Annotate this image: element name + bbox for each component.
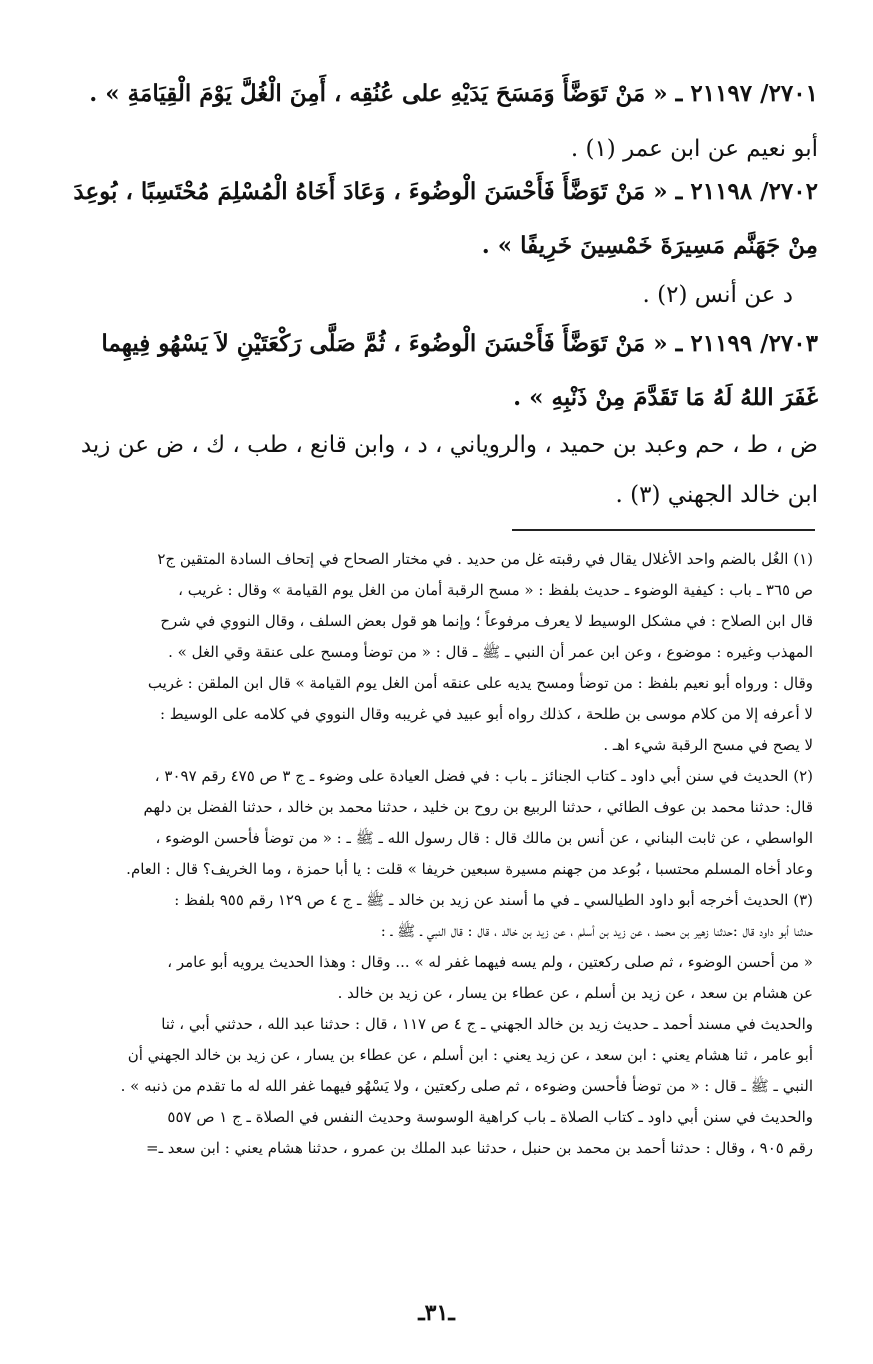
- hadith-2702-line-2: مِنْ جَهَنَّم مَسِيرَةَ خَمْسِينَ خَرِيفًا » .: [481, 232, 818, 259]
- footnote-line: (٢) الحديث في سنن أبي داود ـ كتاب الجنائز ـ باب : في فضل العيادة على وضوء ـ ج ٣ ص ٤٧٥ رقم ٣٠٩٧ ،: [154, 767, 813, 785]
- footnote-line: حدثنا أبو داود قال :حدثنا زهير بن محمد ، عن زيد بن أسلم ، عن زيد بن خالد ، قال : قال النبي ـ ﷺ ـ :: [380, 922, 813, 940]
- hadith-2703-line-1: ٢٧٠٣/ ٢١١٩٩ ـ « مَنْ تَوَضَّأَ فَأَحْسَنَ الْوضُوءَ ، ثُمَّ صَلَّى رَكْعَتَيْنِ لاَ يَسْهُو فِيهِما: [101, 330, 818, 357]
- hadith-2703-source-2: ابن خالد الجهني (٣) .: [615, 482, 818, 508]
- footnote-line: النبي ـ ﷺ ـ قال : « من توضأ فأحسن وضوءه ، ثم صلى ركعتين ، ولا يَسْهُو فيهما غفر الله له ما تقدم من ذنبه » .: [120, 1077, 813, 1095]
- footnote-line: (١) الغُل بالضم واحد الأغلال يقال في رقبته غل من حديد . في مختار الصحاح في إتحاف السادة المتقين ج٢: [157, 550, 813, 568]
- footnote-line: « من أحسن الوضوء ، ثم صلى ركعتين ، ولم يسه فيهما غفر له » ... وقال : وهذا الحديث يرويه أبو عامر ،: [167, 953, 813, 971]
- footnote-line: قال: حدثنا محمد بن عوف الطائي ، حدثنا الربيع بن روح بن خليد ، حدثنا محمد بن خالد ، حدثنا الفضل بن دلهم: [143, 798, 813, 816]
- footnote-line: لا يصح في مسح الرقبة شيء اهـ .: [603, 736, 813, 754]
- footnote-line: المهذب وغيره : موضوع ، وعن ابن عمر أن النبي ـ ﷺ ـ قال : « من توضأ ومسح على عنقة وقي الغل » .: [168, 643, 813, 661]
- footnote-line: وقال : ورواه أبو نعيم بلفظ : من توضأ ومسح يديه على عنقه أمن الغل يوم القيامة » قال ابن الملقن : غريب: [147, 674, 813, 692]
- footnote-line: رقم ٩٠٥ ، وقال : حدثنا أحمد بن محمد بن حنبل ، حدثنا عبد الملك بن عمرو ، حدثنا هشام يعني : ابن سعد ـ=: [146, 1139, 813, 1157]
- hadith-2703-source-1: ض ، ط ، حم وعبد بن حميد ، والروياني ، د ، وابن قانع ، طب ، ك ، ض عن زيد: [80, 432, 818, 458]
- footnote-line: الواسطي ، عن ثابت البناني ، عن أنس بن مالك قال : قال رسول الله ـ ﷺ ـ : « من توضأ فأحسن الوضوء ،: [155, 829, 813, 847]
- hadith-2701-line-1: ٢٧٠١/ ٢١١٩٧ ـ « مَنْ تَوَضَّأَ وَمَسَحَ يَدَيْهِ على عُنُقِه ، أَمِنَ الْغُلَّ يَوْمَ الْقِيَامَةِ » .: [89, 80, 818, 107]
- hadith-2701-source: أبو نعيم عن ابن عمر (١) .: [570, 136, 818, 162]
- footnote-line: عن هشام بن سعد ، عن زيد بن أسلم ، عن عطاء بن يسار ، عن زيد بن خالد .: [337, 984, 813, 1002]
- hadith-2703-line-2: غَفَرَ اللهُ لَهُ مَا تَقَدَّمَ مِنْ ذَنْبِهِ » .: [513, 384, 818, 411]
- hadith-2702-line-1: ٢٧٠٢/ ٢١١٩٨ ـ « مَنْ تَوَضَّأَ فَأَحْسَنَ الْوضُوءَ ، وَعَادَ أَخَاهُ الْمُسْلِمَ مُحْتَسِبًا ، بُوعِدَ: [73, 178, 818, 205]
- hadith-2702-source: د عن أنس (٢) .: [642, 282, 793, 308]
- footnote-line: (٣) الحديث أخرجه أبو داود الطيالسي ـ في ما أسند عن زيد بن خالد ـ ﷺ ـ ج ٤ ص ١٢٩ رقم ٩٥٥ بلفظ :: [174, 891, 813, 909]
- footnote-line: أبو عامر ، ثنا هشام يعني : ابن سعد ، عن زيد يعني : ابن أسلم ، عن عطاء بن يسار ، عن زيد بن خالد الجهني أن: [127, 1046, 813, 1064]
- footnote-line: ص ٣٦٥ ـ باب : كيفية الوضوء ـ حديث بلفظ : « مسح الرقبة أمان من الغل يوم القيامة » وقال : غريب ،: [178, 581, 813, 599]
- page-number: ـ٣١ـ: [418, 1300, 455, 1326]
- footnote-line: وعاد أخاه المسلم محتسبا ، بُوعد من جهنم مسيرة سبعين خريفا » قلت : يا أبا حمزة ، وما الخريف؟ قال : العام.: [126, 860, 813, 878]
- footnote-line: والحديث في مسند أحمد ـ حديث زيد بن خالد الجهني ـ ج ٤ ص ١١٧ ، قال : حدثنا عبد الله ، حدثني أبي ، ثنا: [161, 1015, 813, 1033]
- footnote-line: قال ابن الصلاح : في مشكل الوسيط لا يعرف مرفوعاً ؛ وإنما هو قول بعض السلف ، وقال النووي في شرح: [160, 612, 813, 630]
- footnote-line: لا أعرفه إلا من كلام موسى بن طلحة ، كذلك رواه أبو عبيد في غريبه وقال النووي في كلامه على الوسيط :: [159, 705, 813, 723]
- footnote-line: والحديث في سنن أبي داود ـ كتاب الصلاة ـ باب كراهية الوسوسة وحديث النفس في الصلاة ـ ج ١ ص ٥٥٧: [167, 1108, 813, 1126]
- footnote-divider: [512, 529, 815, 531]
